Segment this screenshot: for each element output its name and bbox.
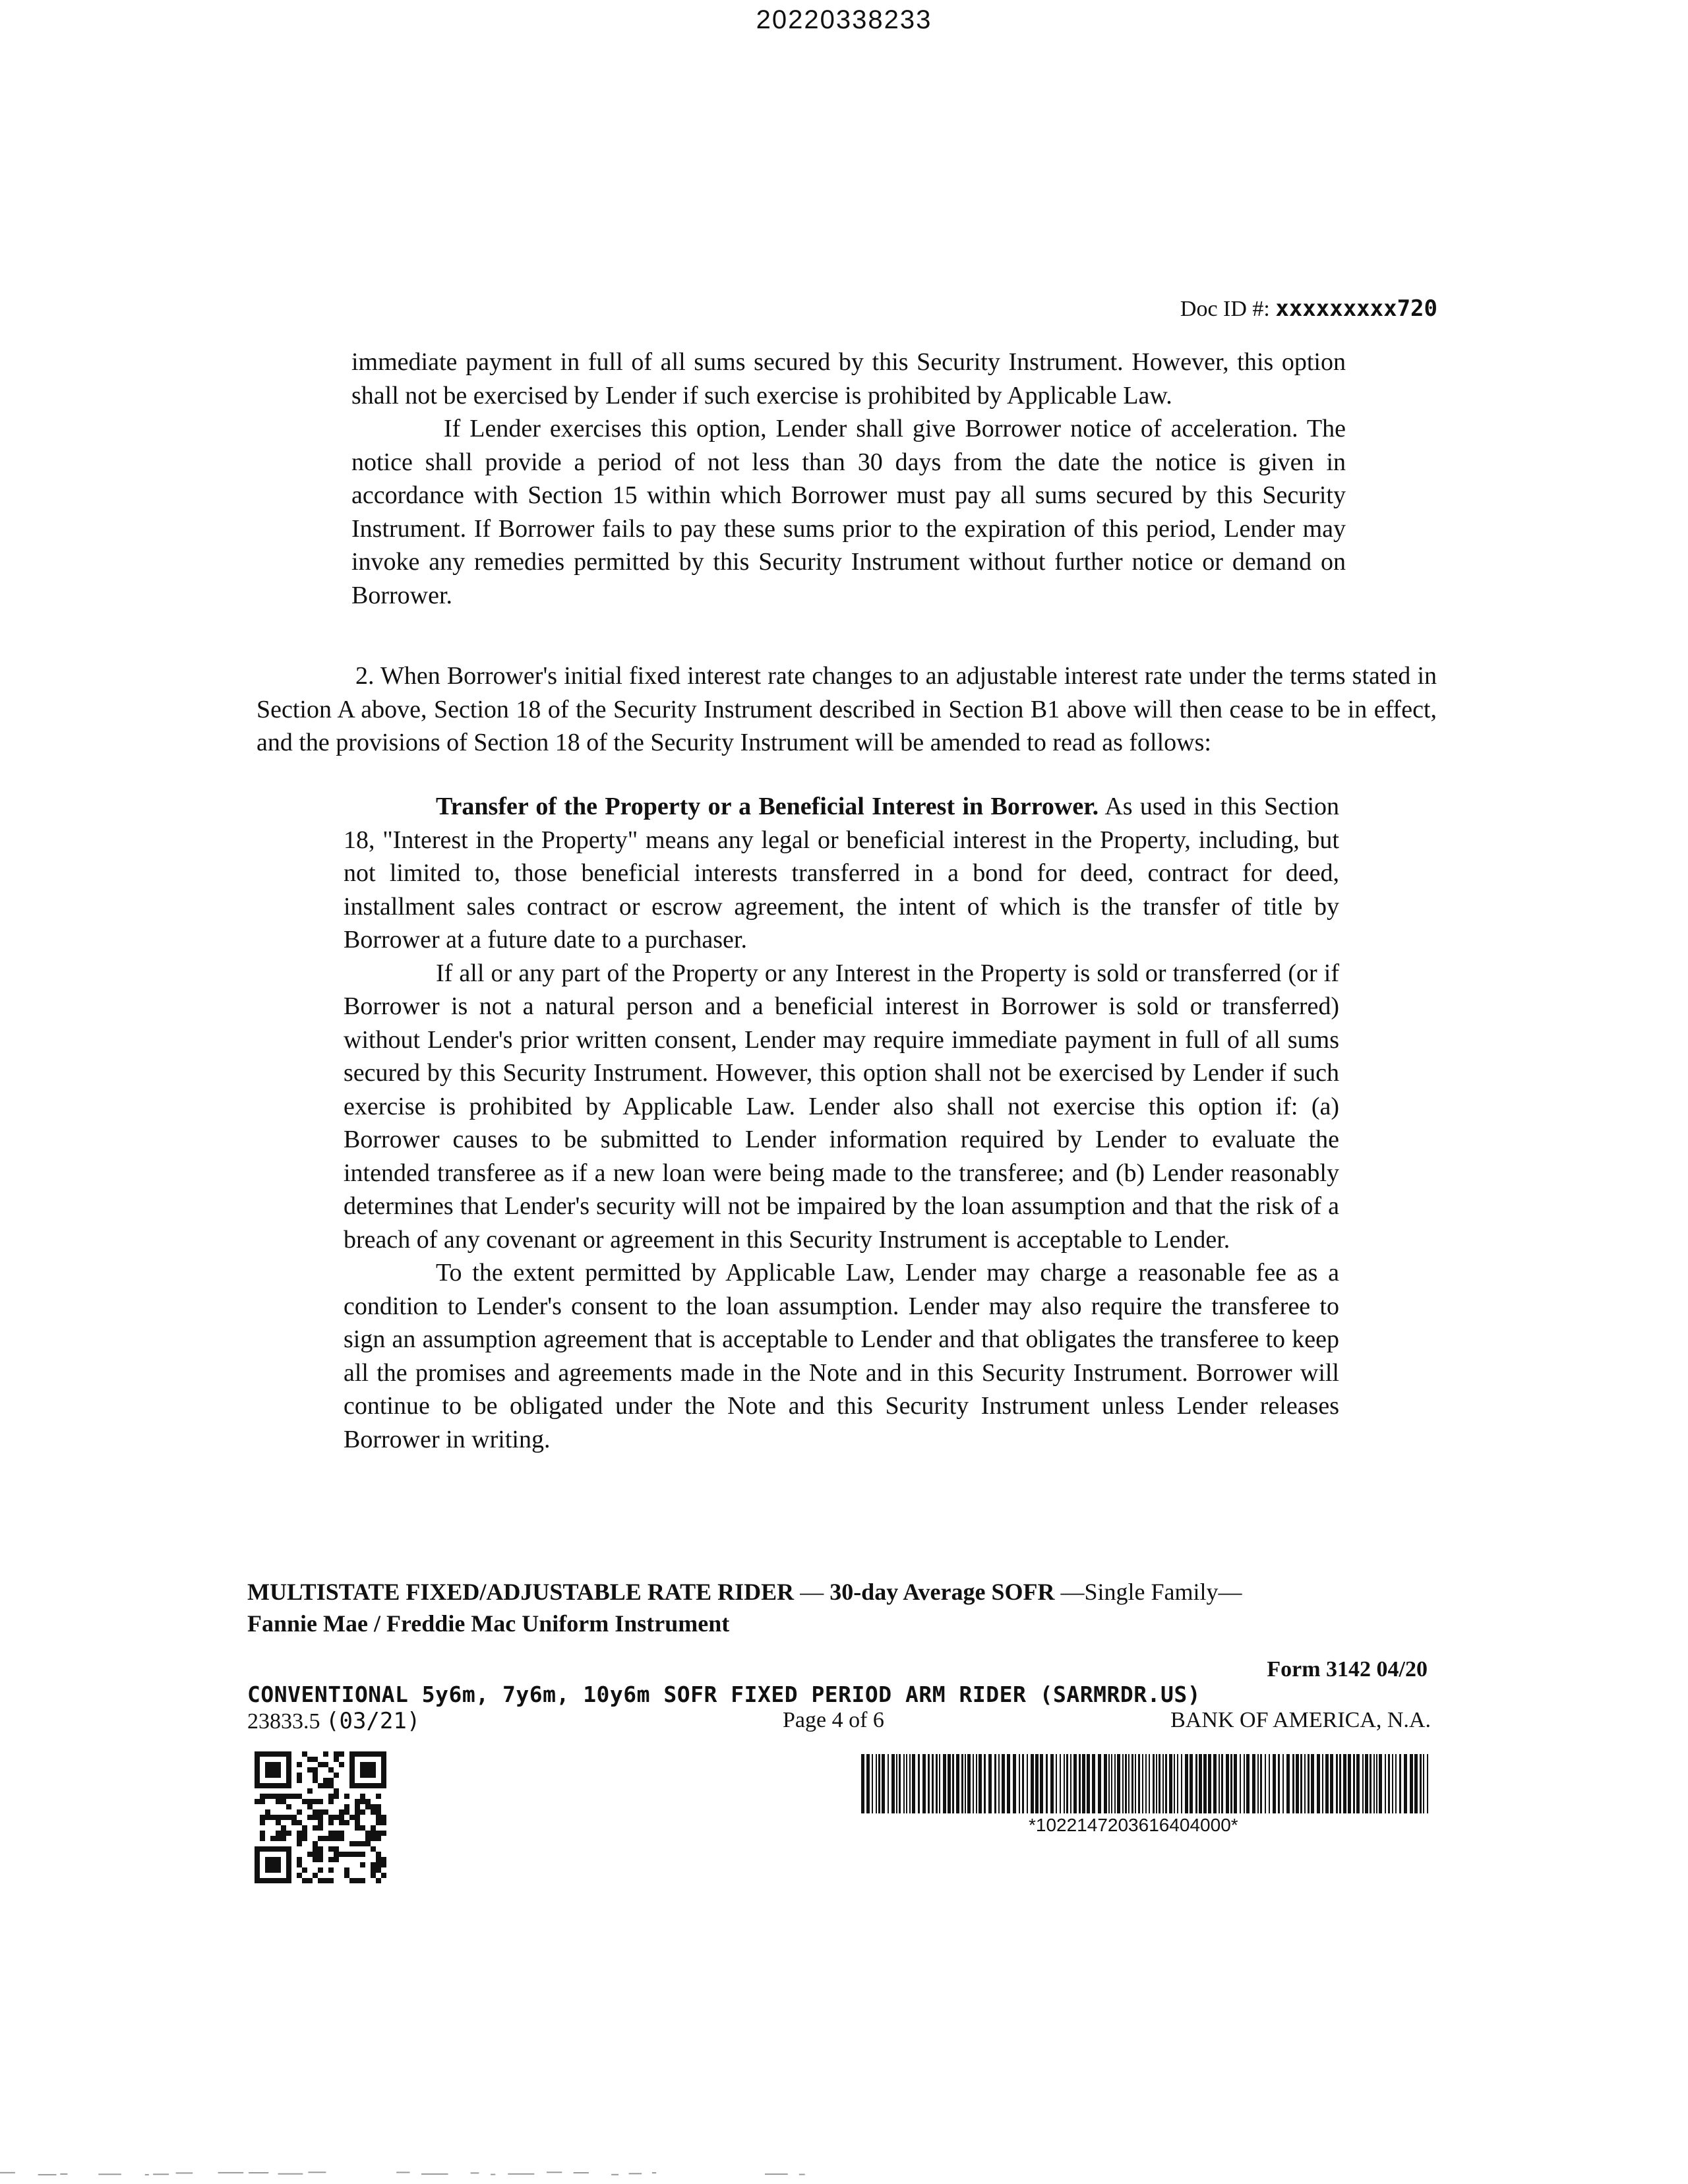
qr-code-icon <box>255 1751 386 1883</box>
paragraph-4-text: As used in this Section 18, "Interest in the Property" means any legal or beneficial interest in the Property, including, but not limited to, those beneficial interests transferred in a bond for deed, contract for deed, installment sales contract or escrow agreement, the intent of which is the transfer of title by Borrower at a future date to a purchaser. <box>344 793 1339 954</box>
body-block-b <box>256 659 1437 760</box>
rider-title-sep: — <box>794 1579 830 1605</box>
doc-id-label: Doc ID #: <box>1180 297 1270 321</box>
paragraph-3: 2. When Borrower's initial fixed interest rate changes to an adjustable interest rate under the terms stated in Section A above, Section 18 of the Security Instrument described in Section B1 above will then cease to be in effect, and the provisions of Section 18 of the Security Instrument will be amended to read as follows: <box>256 662 1437 756</box>
conventional-line: CONVENTIONAL 5y6m, 7y6m, 10y6m SOFR FIXED PERIOD ARM RIDER (SARMRDR.US) <box>247 1682 1201 1707</box>
section-heading: Transfer of the Property or a Beneficial Interest in Borrower. <box>436 793 1099 820</box>
rider-title-part3: —Single Family— <box>1054 1579 1242 1605</box>
lender-name: BANK OF AMERICA, N.A. <box>1170 1708 1431 1732</box>
barcode-number: *1022147203616404000* <box>1029 1815 1238 1835</box>
page-number: Page 4 of 6 <box>783 1708 884 1732</box>
body-block-c <box>344 790 1339 1456</box>
paragraph-5: If all or any part of the Property or any Interest in the Property is sold or transferred (or if Borrower is not a natural person and a beneficial interest in Borrower is sold or transferred) without Lender's prior written consent, Lender may require immediate payment in full of all sums secured by this Security Instrument. However, this option shall not be exercised by Lender if such exercise is prohibited by Applicable Law. Lender also shall not exercise this option if: (a) Borrower causes to be submitted to Lender information required by Lender to evaluate the intended transferee as if a new loan were being made to the transferee; and (b) Lender reasonably determines that Lender's security will not be impaired by the loan assumption and that the risk of a breach of any covenant or agreement in this Security Instrument is acceptable to Lender. <box>344 959 1339 1254</box>
document-number: 20220338233 <box>756 5 932 34</box>
rider-title-part1: MULTISTATE FIXED/ADJUSTABLE RATE RIDER <box>247 1579 795 1605</box>
paragraph-2: If Lender exercises this option, Lender shall give Borrower notice of acceleration. The notice shall provide a period of not less than 30 days from the date the notice is given in accordance with Section 15 within which Borrower must pay all sums secured by this Security Instrument. If Borrower fails to pay these sums prior to the expiration of this period, Lender may invoke any remedies permitted by this Security Instrument without further notice or demand on Borrower. <box>351 415 1346 609</box>
form-code <box>247 1708 420 1734</box>
paragraph-6: To the extent permitted by Applicable Law, Lender may charge a reasonable fee as a condition to Lender's consent to the loan assumption. Lender may also require the transferee to sign an assumption agreement that is acceptable to Lender and that obligates the transferee to keep all the promises and agreements made in the Note and in this Security Instrument. Borrower will continue to be obligated under the Note and this Security Instrument unless Lender releases Borrower in writing. <box>344 1259 1339 1453</box>
body-block-a <box>351 346 1346 612</box>
form-code-prefix: 23833.5 <box>247 1709 326 1734</box>
doc-id <box>1180 295 1437 322</box>
barcode-icon <box>861 1754 1432 1813</box>
footer-title <box>247 1576 1242 1639</box>
rider-subtitle: Fannie Mae / Freddie Mac Uniform Instrument <box>247 1610 730 1637</box>
rider-title <box>247 1576 1242 1608</box>
form-number: Form 3142 04/20 <box>1267 1657 1428 1682</box>
form-code-date: (03/21) <box>326 1708 421 1734</box>
paragraph-4 <box>344 790 1339 957</box>
footer-row <box>247 1708 1431 1737</box>
paragraph-1: immediate payment in full of all sums secured by this Security Instrument. However, this option shall not be exercised by Lender if such exercise is prohibited by Applicable Law. <box>351 348 1346 410</box>
scan-noise <box>0 2169 1688 2176</box>
rider-title-part2: 30-day Average SOFR <box>829 1579 1055 1605</box>
doc-id-value: xxxxxxxxx720 <box>1275 295 1437 322</box>
